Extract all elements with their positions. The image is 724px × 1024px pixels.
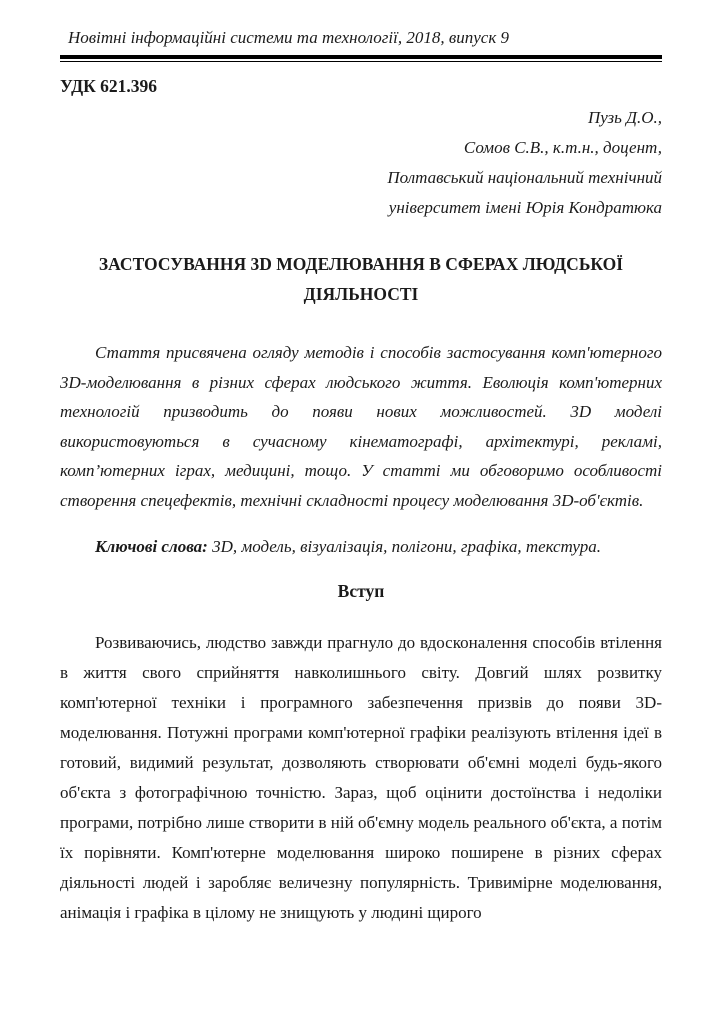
affiliation-line: Полтавський національний технічний <box>387 168 662 187</box>
section-heading-vstup: Вступ <box>337 581 385 601</box>
author-line: Сомов С.В., к.т.н., доцент, <box>463 138 662 157</box>
journal-header: Новітні інформаційні системи та технології, 2018, випуск 9 <box>68 28 510 47</box>
article-title: ЗАСТОСУВАННЯ 3D МОДЕЛЮВАННЯ В СФЕРАХ ЛЮДСЬКОЇ ДІЯЛЬНОСТІ <box>98 254 624 304</box>
keywords-line <box>60 532 662 562</box>
keywords-label: Ключові слова: <box>95 537 208 556</box>
abstract-paragraph: Стаття присвячена огляду методів і способів застосування комп'ютерного 3D-моделювання в різних сферах людського життя. Еволюція комп'ютерних технологій призводить до появи нових можливостей. 3D моделі використовуються в сучасному кінематографі, архітектурі, рекламі, комп’ютерних іграх, медицині, тощо. У статті ми обговоримо особливості створення спецефектів, технічні складності процесу моделювання 3D-об'єктів. <box>60 343 662 510</box>
header-divider-rule <box>60 55 662 62</box>
keywords-text: 3D, модель, візуалізація, полігони, графіка, текстура. <box>207 537 601 556</box>
body-paragraph: Розвиваючись, людство завжди прагнуло до вдосконалення способів втілення в життя свого сприйняття навколишнього світу. Довгий шлях розвитку комп'ютерної техніки і програмного забезпечення призвів до появи 3D-моделювання. Потужні програми комп'ютерної графіки реалізують втілення ідеї в готовий, видимий результат, дозволяють створювати об'ємні моделі будь-якого об'єкта з фотографічною точністю. Зараз, щоб оцінити достоїнства і недоліки програми, потрібно лише створити в ній об'ємну модель реального об'єкта, а потім їх порівняти. Комп'ютерне моделювання широко поширене в різних сферах діяльності людей і заробляє величезну популярність. Тривимірне моделювання, анімація і графіка в цілому не знищують у людині щирого <box>60 633 662 922</box>
author-line: Пузь Д.О., <box>587 108 662 127</box>
author-block <box>60 103 662 223</box>
affiliation-line: університет імені Юрія Кондратюка <box>388 198 662 217</box>
udk-code: УДК 621.396 <box>60 76 158 96</box>
